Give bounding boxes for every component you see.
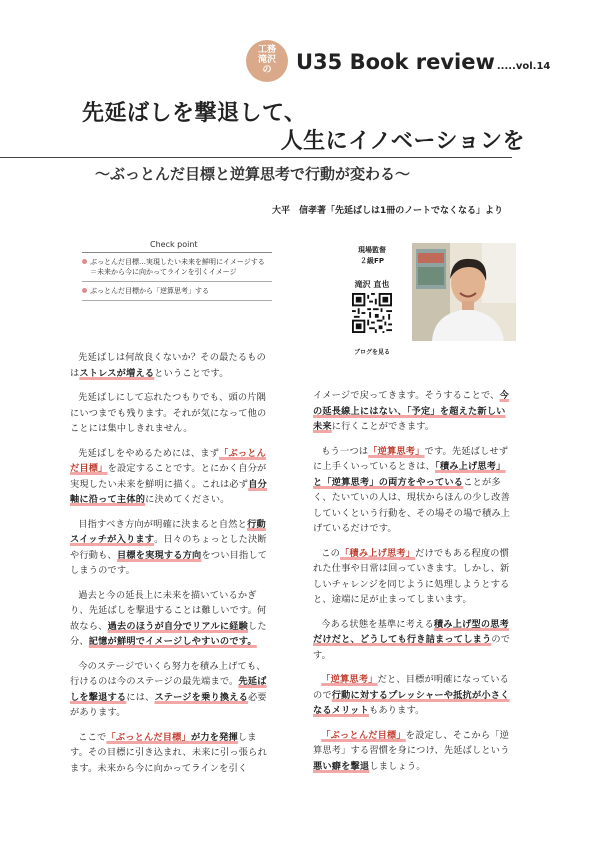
check-point-text: ぶっとんだ目標…実現したい未来を鮮明にイメージする xyxy=(90,258,265,266)
volume-number: .....vol.14 xyxy=(496,61,551,72)
text: します。その目標に引き込まれ、未来に引っ張られます。未来から今に向かってラインを引く xyxy=(70,731,267,774)
qr-caption: ブログを見る xyxy=(353,349,390,356)
paragraph xyxy=(313,728,513,775)
text: だけでもある程度の慣れた仕事や日常は回っていきます。しかし、新しいチャレンジを同じように処理しようとすると、途端に足が止まってしまいます。 xyxy=(313,547,510,605)
text: した分、 xyxy=(70,620,267,647)
subtitle: ～ぶっとんだ目標と逆算思考で行動が変わる～ xyxy=(95,165,411,183)
check-point-item xyxy=(82,282,272,301)
text: です。先延ばしせずに上手くいっているときは、 xyxy=(313,445,509,472)
emphasis-red: 「積み上げ思考」 xyxy=(340,547,416,559)
check-point-list xyxy=(82,252,272,301)
supervisor-role: 現場監督 xyxy=(358,246,386,254)
check-point-text: ＝未来から今に向かってラインを引くイメージ xyxy=(90,268,237,276)
check-point-title: Check point xyxy=(150,240,198,249)
emphasis-red: 「ぶっとんだ目標」 xyxy=(70,447,267,474)
emphasis: 行動スイッチが入ります xyxy=(70,518,266,545)
paragraph xyxy=(313,672,513,719)
text: に決めてください。 xyxy=(145,494,230,505)
emphasis-red: 「逆算思考」 xyxy=(321,674,378,685)
supervisor-qualification: ２級FP xyxy=(360,257,384,265)
emphasis: 自分軸に沿って主体的 xyxy=(70,478,267,505)
emphasis: ストレスが増える xyxy=(79,367,155,379)
check-point-item xyxy=(82,253,272,282)
text: もあります。 xyxy=(368,705,425,716)
emphasis: 先延ばしを撃退する xyxy=(70,676,267,703)
emphasis: 行動に対するプレッシャーや抵抗が小さくなるメリット xyxy=(313,689,510,716)
text: 過去と今の延長上に未来を描いているかぎり、先延ばしを撃退することは難しいです。何故なら、 xyxy=(70,589,267,632)
text: には、 xyxy=(126,691,155,703)
text: をつい目指してしまうのです。 xyxy=(70,549,268,576)
stamp-line: 滝沢 xyxy=(257,55,276,65)
paragraph xyxy=(70,446,270,508)
paragraph xyxy=(70,350,270,381)
stamp-line: 工務 xyxy=(257,45,276,55)
supervisor-photo xyxy=(412,243,516,341)
emphasis: 記憶が鮮明でイメージしやすいのです。 xyxy=(88,636,257,647)
text: 先延ばしは何故良くないか？その最たるものは xyxy=(70,352,267,379)
headline-line-1: 先延ばしを撃退して、 xyxy=(82,101,307,126)
text: を設定することです。とにかく自分が実現したい未来を鮮明に描く。これは必ず xyxy=(70,463,267,490)
bullet-icon xyxy=(82,288,87,293)
book-source: 大平 信孝著「先延ばしは1冊のノートでなくなる」より xyxy=(272,206,503,216)
emphasis: 今の延長線上にはない、「予定」を超えた新しい未来 xyxy=(313,390,509,432)
series-name: U35 Book review xyxy=(296,50,495,74)
emphasis: 積み上げ型の思考だけだと、どうしても行き詰まってしまう xyxy=(313,618,510,645)
paragraph xyxy=(70,588,270,650)
bullet-icon xyxy=(82,259,87,264)
article-column-left xyxy=(70,350,270,785)
paragraph xyxy=(70,659,270,721)
headline-line-2: 人生にイノベーションを xyxy=(280,129,525,154)
paragraph: 先延ばしにして忘れたつもりでも、頭の片隅にいつまでも残ります。それが気になって他のことには集中しきれません。 xyxy=(70,392,267,434)
emphasis: 過去のほうが自分でリアルに経験 xyxy=(107,620,249,632)
supervisor-title xyxy=(349,245,395,267)
paragraph xyxy=(313,444,513,537)
text: に行くことができます。 xyxy=(331,421,435,432)
paragraph xyxy=(70,517,270,579)
text: 。日々のちょっとした決断や行動も、 xyxy=(70,534,267,561)
text: 今ある状態を基準に考える xyxy=(321,618,434,630)
text: のです。 xyxy=(313,634,511,661)
emphasis: 「積み上げ思考」と「逆算思考」の両方をやっている xyxy=(313,461,506,488)
check-point-text: ぶっとんだ目標から「逆算思考」する xyxy=(90,287,209,295)
supervisor-name: 滝沢 直也 xyxy=(354,280,390,289)
text: ということです。 xyxy=(154,367,229,379)
paragraph xyxy=(313,388,513,435)
blog-qr-code[interactable] xyxy=(352,293,392,333)
author-stamp xyxy=(246,40,288,82)
stamp-line: の xyxy=(262,65,272,75)
emphasis-red: 「ぶっとんだ目標」 xyxy=(106,731,191,743)
text: 目指すべき方向が明確に決まると自然と xyxy=(78,518,248,530)
emphasis-red: 「ぶっとんだ目標」 xyxy=(321,729,406,741)
text: しましょう。 xyxy=(369,760,426,772)
text: 必要があります。 xyxy=(70,691,267,718)
text: もう一つは xyxy=(321,445,369,457)
text: イメージで戻ってきます。そうすることで、 xyxy=(313,390,500,401)
emphasis: 目標を実現する方向 xyxy=(116,549,202,561)
text: ことが多く、たいていの人は、現状からほんの少し改善していくという行動を、その場その場で積み上げているだけです。 xyxy=(313,476,511,534)
text: 先延ばしをやめるためには、まず xyxy=(78,447,220,459)
emphasis: が力を発揮 xyxy=(190,731,238,743)
emphasis: ステージを乗り換える xyxy=(154,691,249,703)
text: 今のステージでいくら努力を積み上げても、行けるのは今のステージの最先端まで。 xyxy=(70,660,266,687)
series-title xyxy=(296,50,550,74)
article-column-right xyxy=(313,388,513,783)
emphasis-red: 「逆算思考」 xyxy=(368,445,425,457)
text: だと、目標が明確になっているので xyxy=(313,674,510,701)
paragraph xyxy=(313,617,513,664)
text: を設定し、そこから「逆算思考」する習慣を身につけ、先延ばしという xyxy=(313,729,510,756)
text: ここで xyxy=(78,731,107,743)
text: この xyxy=(321,547,341,559)
emphasis: 悪い癖を撃退 xyxy=(313,760,370,772)
paragraph xyxy=(313,546,513,608)
paragraph xyxy=(70,730,270,777)
title-divider xyxy=(0,157,512,158)
